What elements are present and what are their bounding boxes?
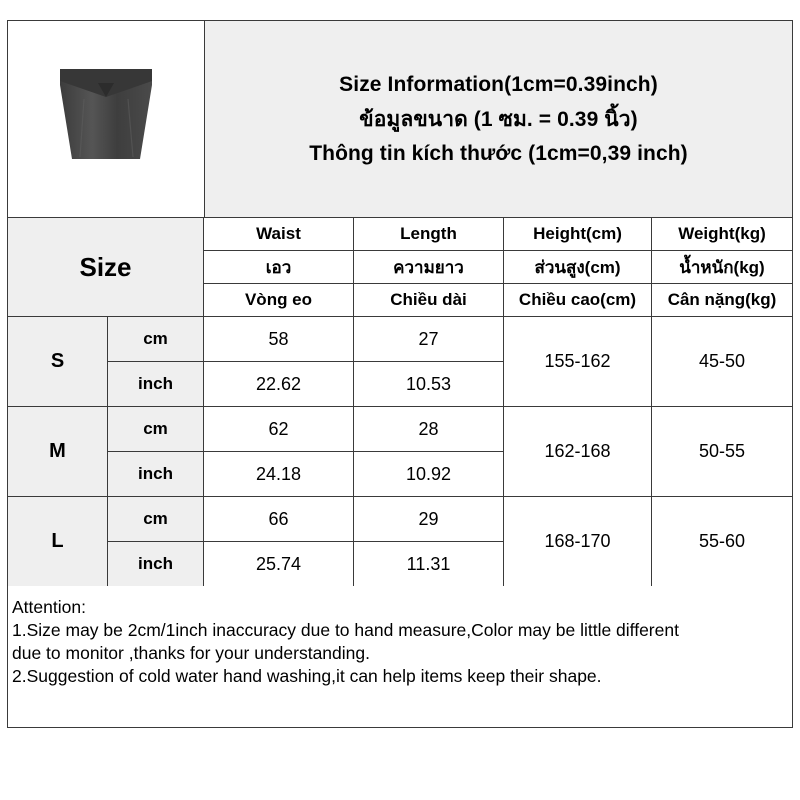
attention-title: Attention: [12, 597, 86, 617]
attention-line-3: 2.Suggestion of cold water hand washing,it can help items keep their shape. [12, 666, 602, 687]
row-measurements [108, 497, 504, 586]
row-measurements [108, 317, 504, 406]
title-line-vi: Thông tin kích thước (1cm=0,39 inch) [309, 141, 688, 165]
table-row [8, 407, 792, 497]
row-size-label: L [8, 497, 108, 586]
table-row [8, 317, 792, 407]
length-cm-value: 28 [354, 407, 504, 451]
length-inch-value: 11.31 [354, 542, 504, 586]
skirt-illustration-icon [54, 63, 158, 175]
waist-cm-value: 66 [204, 497, 354, 541]
table-header [8, 218, 792, 317]
header-row-vi [204, 284, 792, 316]
unit-label-cm: cm [108, 407, 204, 451]
unit-label-inch: inch [108, 362, 204, 406]
chart-header [8, 21, 792, 218]
table-row [8, 497, 792, 586]
length-inch-value: 10.53 [354, 362, 504, 406]
title-line-th: ข้อมูลขนาด (1 ซม. = 0.39 นิ้ว) [359, 107, 638, 131]
waist-inch-value: 22.62 [204, 362, 354, 406]
row-size-label: M [8, 407, 108, 496]
unit-row-cm [108, 407, 504, 452]
row-size-label: S [8, 317, 108, 406]
unit-row-cm [108, 317, 504, 362]
header-weight-en: Weight(kg) [652, 218, 792, 250]
height-value: 162-168 [504, 407, 652, 496]
length-cm-value: 29 [354, 497, 504, 541]
header-waist-th: เอว [204, 251, 354, 283]
column-headers [204, 218, 792, 316]
waist-inch-value: 24.18 [204, 452, 354, 496]
length-cm-value: 27 [354, 317, 504, 361]
attention-line-1: 1.Size may be 2cm/1inch inaccuracy due to hand measure,Color may be little different [12, 620, 679, 641]
header-length-en: Length [354, 218, 504, 250]
chart-title-block [205, 21, 792, 217]
attention-block [8, 592, 792, 688]
header-length-th: ความยาว [354, 251, 504, 283]
header-height-th: ส่วนสูง(cm) [504, 251, 652, 283]
unit-row-inch [108, 542, 504, 586]
weight-value: 50-55 [698, 441, 746, 461]
height-value: 168-170 [504, 497, 652, 586]
unit-row-inch [108, 362, 504, 406]
title-line-en: Size Information(1cm=0.39inch) [339, 72, 658, 96]
unit-label-inch: inch [108, 542, 204, 586]
header-row-en [204, 218, 792, 251]
header-height-vi: Chiều cao(cm) [504, 284, 652, 316]
product-image-cell [8, 21, 205, 217]
unit-label-cm: cm [108, 497, 204, 541]
unit-row-inch [108, 452, 504, 496]
header-waist-en: Waist [204, 218, 354, 250]
header-weight-th: น้ำหนัก(kg) [652, 251, 792, 283]
waist-cm-value: 62 [204, 407, 354, 451]
row-measurements [108, 407, 504, 496]
header-row-th [204, 251, 792, 284]
length-inch-value: 10.92 [354, 452, 504, 496]
header-length-vi: Chiều dài [354, 284, 504, 316]
waist-cm-value: 58 [204, 317, 354, 361]
header-weight-vi: Cân nặng(kg) [652, 284, 792, 316]
height-value: 155-162 [504, 317, 652, 406]
header-height-en: Height(cm) [504, 218, 652, 250]
weight-value: 55-60 [698, 531, 746, 551]
unit-label-cm: cm [108, 317, 204, 361]
weight-value: 45-50 [698, 351, 746, 371]
unit-label-inch: inch [108, 452, 204, 496]
header-waist-vi: Vòng eo [204, 284, 354, 316]
attention-line-2: due to monitor ,thanks for your understanding. [12, 643, 370, 664]
waist-inch-value: 25.74 [204, 542, 354, 586]
unit-row-cm [108, 497, 504, 542]
size-header-cell: Size [8, 218, 204, 316]
